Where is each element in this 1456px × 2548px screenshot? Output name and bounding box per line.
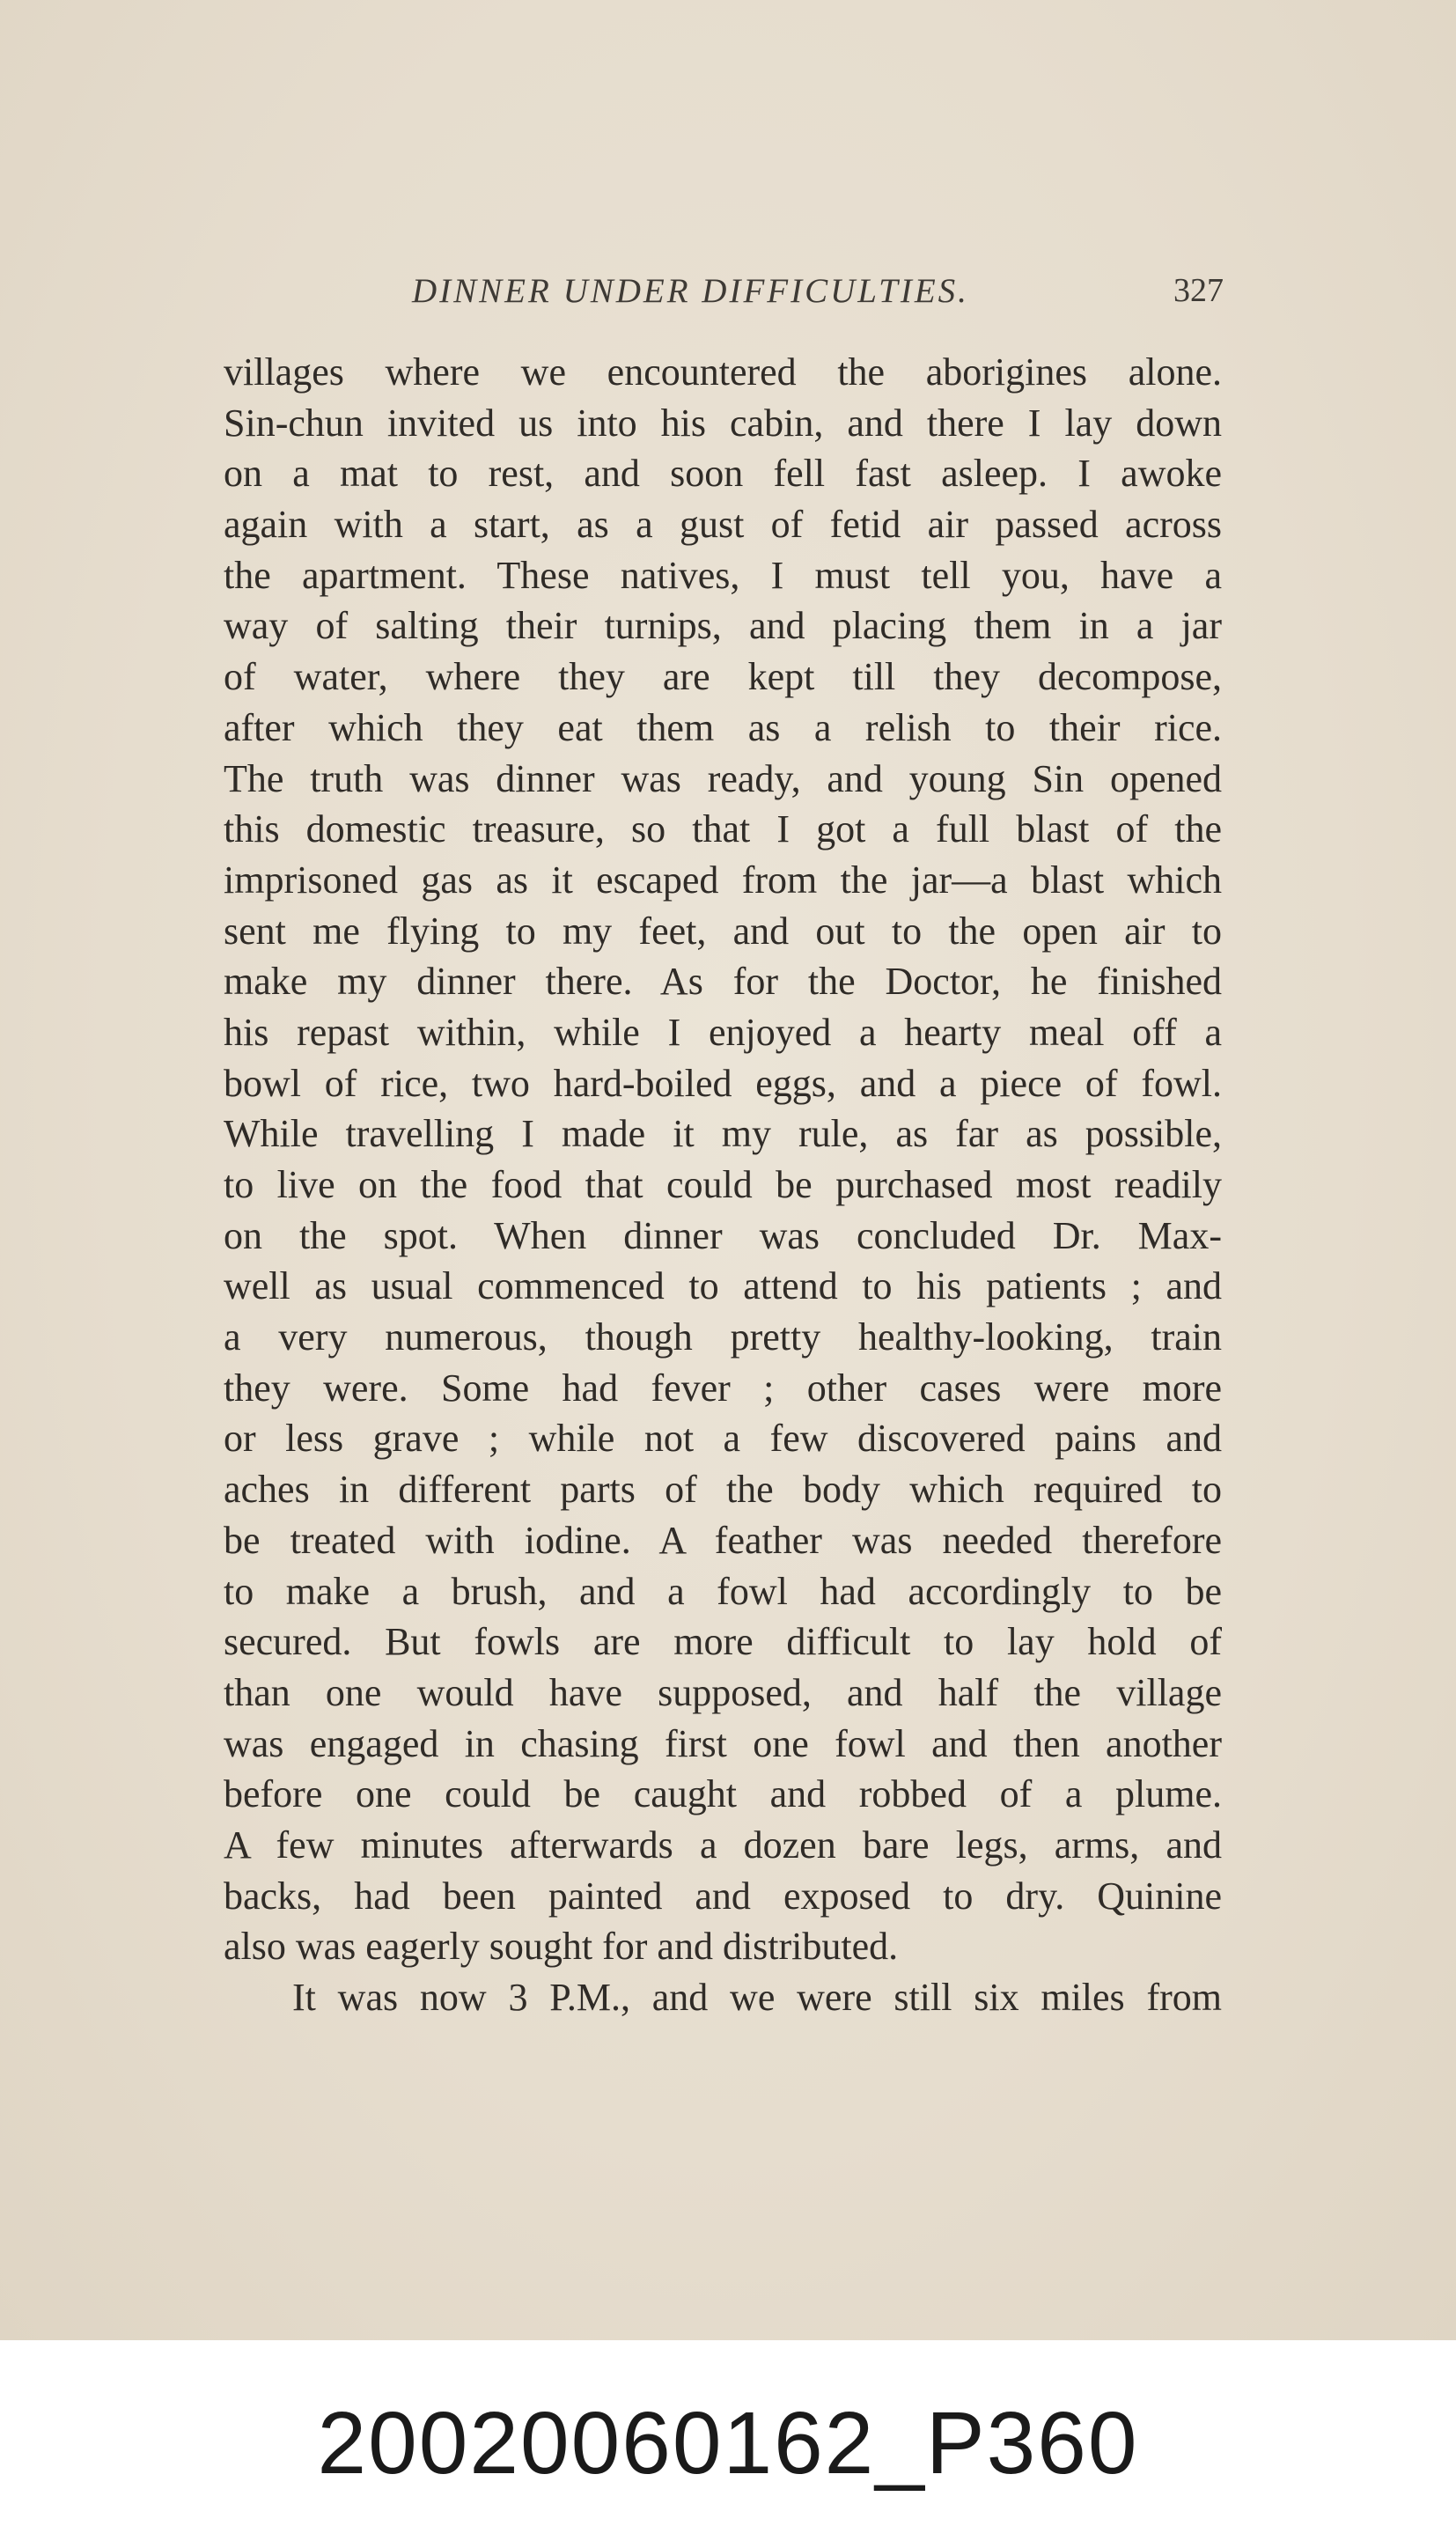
- text-line: again with a start, as a gust of fetid air passed across: [224, 503, 1222, 547]
- page-number: 327: [1173, 272, 1224, 309]
- text-line: well as usual commenced to attend to his patients ; and: [224, 1264, 1222, 1308]
- text-line: While travelling I made it my rule, as far as possible,: [224, 1112, 1222, 1156]
- text-line: or less grave ; while not a few discovered pains and: [224, 1417, 1222, 1461]
- text-line: on a mat to rest, and soon fell fast asleep. I awoke: [224, 452, 1222, 496]
- text-line-paragraph-start: It was now 3 P.M., and we were still six miles from: [292, 1976, 1222, 2019]
- text-line: way of salting their turnips, and placing them in a jar: [224, 604, 1222, 648]
- text-line: was engaged in chasing first one fowl and then another: [224, 1721, 1222, 1765]
- text-line: bowl of rice, two hard-boiled eggs, and a piece of fowl.: [224, 1061, 1222, 1105]
- text-line: than one would have supposed, and half the village: [224, 1670, 1222, 1714]
- running-title: DINNER UNDER DIFFICULTIES.: [412, 272, 969, 310]
- text-line: of water, where they are kept till they decompose,: [224, 655, 1222, 699]
- text-line: A few minutes afterwards a dozen bare legs, arms, and: [224, 1823, 1222, 1867]
- text-line: after which they eat them as a relish to their rice.: [224, 705, 1222, 749]
- text-line-paragraph-end: also was eagerly sought for and distributed.: [224, 1925, 899, 1969]
- text-line: on the spot. When dinner was concluded Dr. Max-: [224, 1213, 1222, 1257]
- text-line: his repast within, while I enjoyed a hearty meal off a: [224, 1010, 1222, 1054]
- text-line: villages where we encountered the aborigines alone.: [224, 350, 1222, 394]
- text-line: to live on the food that could be purchased most readily: [224, 1163, 1222, 1206]
- text-line: they were. Some had fever ; other cases were more: [224, 1366, 1222, 1410]
- caption-bar: [0, 2340, 1456, 2548]
- text-line: this domestic treasure, so that I got a full blast of the: [224, 807, 1222, 851]
- text-line: sent me flying to my feet, and out to the open air to: [224, 909, 1222, 953]
- text-line: The truth was dinner was ready, and young Sin opened: [224, 756, 1222, 800]
- text-line: make my dinner there. As for the Doctor, he finished: [224, 960, 1222, 1004]
- page-header: [220, 271, 1224, 320]
- text-line: Sin-chun invited us into his cabin, and there I lay down: [224, 401, 1222, 445]
- text-line: backs, had been painted and exposed to dry. Quinine: [224, 1874, 1222, 1918]
- text-line: the apartment. These natives, I must tell you, have a: [224, 553, 1222, 597]
- text-line: before one could be caught and robbed of a plume.: [224, 1772, 1222, 1816]
- text-line: to make a brush, and a fowl had accordingly to be: [224, 1569, 1222, 1613]
- text-line: a very numerous, though pretty healthy-looking, train: [224, 1315, 1222, 1359]
- body-text: [224, 347, 1222, 2023]
- text-line: aches in different parts of the body which required to: [224, 1468, 1222, 1512]
- image-id-caption: 20020060162_P360: [317, 2394, 1139, 2493]
- text-line: secured. But fowls are more difficult to lay hold of: [224, 1620, 1222, 1664]
- text-line: imprisoned gas as it escaped from the jar—a blast which: [224, 858, 1222, 902]
- text-line: be treated with iodine. A feather was needed therefore: [224, 1518, 1222, 1562]
